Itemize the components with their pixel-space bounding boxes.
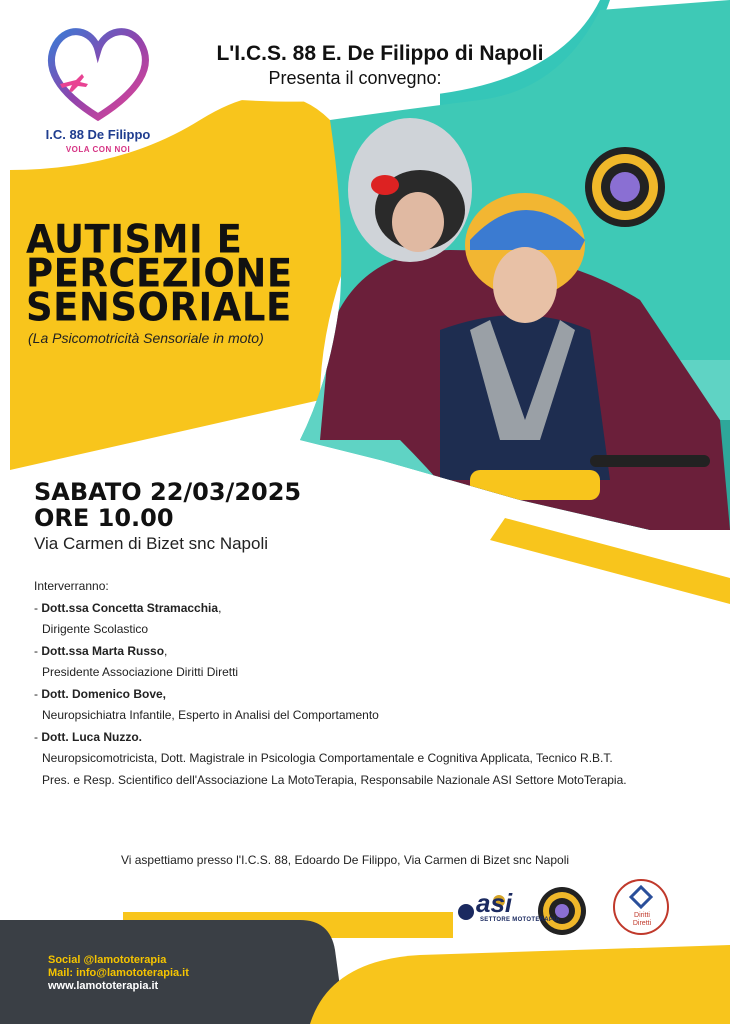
title-line-1: AUTISMI E <box>26 216 243 263</box>
yellow-footer <box>310 945 730 1024</box>
speaker-name: Dott.ssa Marta Russo <box>41 643 165 658</box>
speaker-1: - Dott.ssa Concetta Stramacchia, <box>34 600 222 615</box>
title-line-3: SENSORIALE <box>26 284 292 331</box>
speaker-role: Neuropsichiatra Infantile, Esperto in Analisi del Comportamento <box>42 708 379 722</box>
speakers-intro: Interverranno: <box>34 579 109 593</box>
speakers-list <box>34 576 714 791</box>
asi-logo-text: asi <box>476 888 513 918</box>
logo-tagline: VOLA CON NOI <box>65 145 131 154</box>
asi-mark <box>458 904 474 920</box>
closing-invite: Vi aspettiamo presso l'I.C.S. 88, Edoardo De Filippo, Via Carmen di Bizet snc Napoli <box>120 853 570 867</box>
social-handle[interactable]: Social @lamototerapia <box>48 954 167 966</box>
school-name: L'I.C.S. 88 E. De Filippo di Napoli <box>216 42 544 65</box>
event-venue: Via Carmen di Bizet snc Napoli <box>34 534 269 553</box>
diritti-diretti-label: Diritti Diretti <box>632 912 652 927</box>
speaker-4: - Dott. Luca Nuzzo. <box>34 729 143 744</box>
website-link[interactable]: www.lamototerapia.it <box>48 980 159 992</box>
school-logo <box>38 22 158 157</box>
speaker-role: Pres. e Resp. Scientifico dell'Associazione La MotoTerapia, Responsabile Nazionale ASI Settore MotoTerapia. <box>42 772 627 787</box>
event-date: SABATO 22/03/2025 <box>34 478 302 506</box>
presents-text: Presenta il convegno: <box>268 68 442 88</box>
speaker-role: Neuropsicomotricista, Dott. Magistrale in Psicologia Comportamentale e Cognitiva Applicata, Tecnico R.B.T. <box>42 751 613 765</box>
speaker-3: - Dott. Domenico Bove, <box>34 686 167 701</box>
speaker-role: Presidente Associazione Diritti Diretti <box>42 665 239 679</box>
logo-title: I.C. 88 De Filippo <box>45 127 151 142</box>
speaker-2: - Dott.ssa Marta Russo, <box>34 643 168 658</box>
speaker-name: Dott.ssa Concetta Stramacchia <box>41 600 219 615</box>
footer-contacts <box>48 954 189 993</box>
asi-logo-subtext: SETTORE MOTOTERAPIA <box>480 917 560 923</box>
speaker-name: Dott. Luca Nuzzo. <box>41 729 143 744</box>
heart-plane-icon <box>38 22 158 127</box>
email-contact[interactable]: Mail: info@lamototerapia.it <box>48 967 189 979</box>
speaker-role: Dirigente Scolastico <box>42 622 149 636</box>
event-subtitle: (La Psicomotricità Sensoriale in moto) <box>28 330 264 346</box>
event-time: ORE 10.00 <box>34 504 174 532</box>
title-line-2: PERCEZIONE <box>26 250 293 297</box>
speaker-name: Dott. Domenico Bove, <box>41 686 167 701</box>
